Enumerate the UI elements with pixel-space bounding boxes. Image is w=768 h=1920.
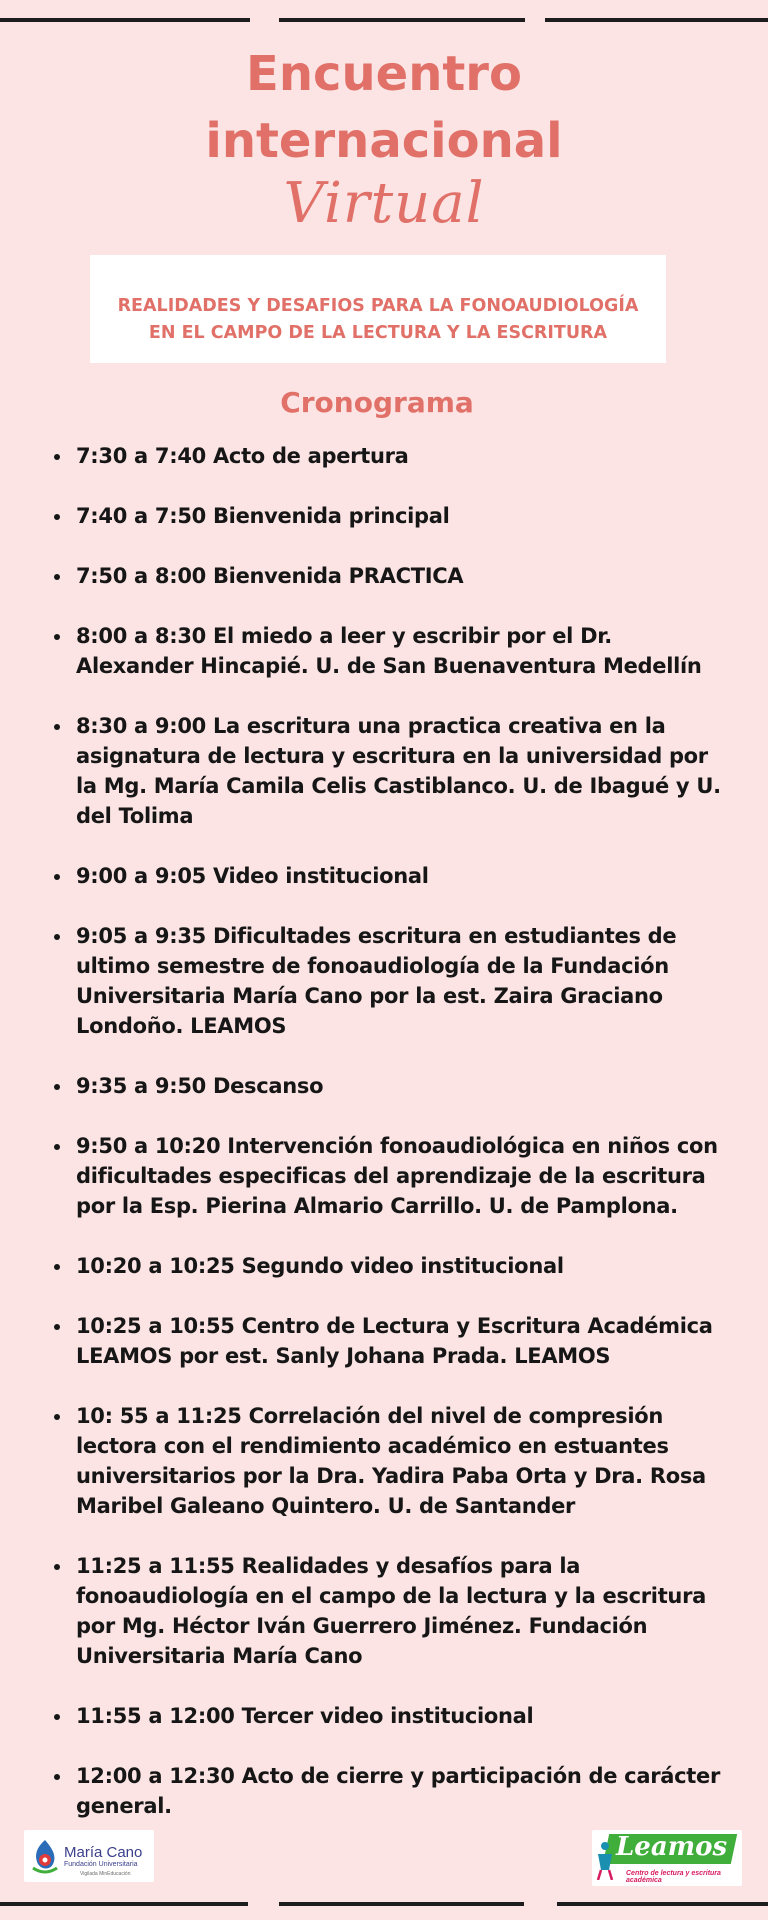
title-line-1: Encuentro bbox=[246, 46, 522, 102]
schedule-item: 8:00 a 8:30 El miedo a leer y escribir por el Dr. Alexander Hincapié. U. de San Buenaventura Medellín bbox=[48, 621, 728, 681]
maria-cano-logo bbox=[24, 1830, 154, 1882]
subtitle-box bbox=[90, 255, 666, 363]
reader-figure-icon bbox=[594, 1840, 616, 1880]
logo-right-sub: Centro de lectura y escritura académica bbox=[626, 1870, 721, 1884]
maria-cano-emblem-icon bbox=[30, 1838, 60, 1874]
divider-segment bbox=[0, 1902, 248, 1906]
subtitle-line-2: EN EL CAMPO DE LA LECTURA Y LA ESCRITURA bbox=[148, 323, 608, 343]
top-divider bbox=[0, 18, 768, 22]
schedule-item: 7:40 a 7:50 Bienvenida principal bbox=[48, 501, 728, 531]
schedule-item: 9:50 a 10:20 Intervención fonoaudiológica en niños con dificultades especificas del aprendizaje de la escritura por la Esp. Pierina Almario Carrillo. U. de Pamplona. bbox=[48, 1131, 728, 1221]
section-title: Cronograma bbox=[280, 386, 474, 419]
logo-left-sub: Fundación Universitaria bbox=[64, 1861, 138, 1868]
logo-left-tag: Vigilada MinEducación bbox=[80, 1871, 131, 1877]
schedule-item: 10:25 a 10:55 Centro de Lectura y Escritura Académica LEAMOS por est. Sanly Johana Prada. LEAMOS bbox=[48, 1311, 728, 1371]
schedule-item: 11:25 a 11:55 Realidades y desafíos para la fonoaudiología en el campo de la lectura y la escritura por Mg. Héctor Iván Guerrero Jiménez. Fundación Universitaria María Cano bbox=[48, 1551, 728, 1671]
leamos-logo bbox=[592, 1830, 742, 1886]
logo-right-name: Leamos bbox=[616, 1832, 728, 1862]
divider-segment bbox=[279, 1902, 524, 1906]
divider-segment bbox=[279, 18, 525, 22]
schedule-item: 9:35 a 9:50 Descanso bbox=[48, 1071, 728, 1101]
schedule-item: 9:00 a 9:05 Video institucional bbox=[48, 861, 728, 891]
schedule-item: 9:05 a 9:35 Dificultades escritura en estudiantes de ultimo semestre de fonoaudiología de la Fundación Universitaria María Cano por la est. Zaira Graciano Londoño. LEAMOS bbox=[48, 921, 728, 1041]
schedule-item: 7:30 a 7:40 Acto de apertura bbox=[48, 441, 728, 471]
schedule-item: 10:20 a 10:25 Segundo video institucional bbox=[48, 1251, 728, 1281]
title-line-2: internacional bbox=[205, 113, 563, 169]
virtual-script-word: Virtual bbox=[283, 171, 485, 236]
bottom-divider bbox=[0, 1902, 768, 1906]
schedule-item: 12:00 a 12:30 Acto de cierre y participación de carácter general. bbox=[48, 1761, 728, 1821]
schedule-item: 7:50 a 8:00 Bienvenida PRACTICA bbox=[48, 561, 728, 591]
schedule-item: 10: 55 a 11:25 Correlación del nivel de compresión lectora con el rendimiento académico en estuantes universitarios por la Dra. Yadira Paba Orta y Dra. Rosa Maribel Galeano Quintero. U. de Santander bbox=[48, 1401, 728, 1521]
schedule-item: 8:30 a 9:00 La escritura una practica creativa en la asignatura de lectura y escritura en la universidad por la Mg. María Camila Celis Castiblanco. U. de Ibagué y U. del Tolima bbox=[48, 711, 728, 831]
divider-segment bbox=[557, 1902, 768, 1906]
schedule-item: 11:55 a 12:00 Tercer video institucional bbox=[48, 1701, 728, 1731]
subtitle-line-1: REALIDADES Y DESAFIOS PARA LA FONOAUDIOLOGÍA bbox=[117, 296, 639, 316]
schedule-list bbox=[48, 441, 728, 1851]
divider-segment bbox=[0, 18, 250, 22]
divider-segment bbox=[545, 18, 768, 22]
logo-left-name: María Cano bbox=[64, 1844, 143, 1861]
